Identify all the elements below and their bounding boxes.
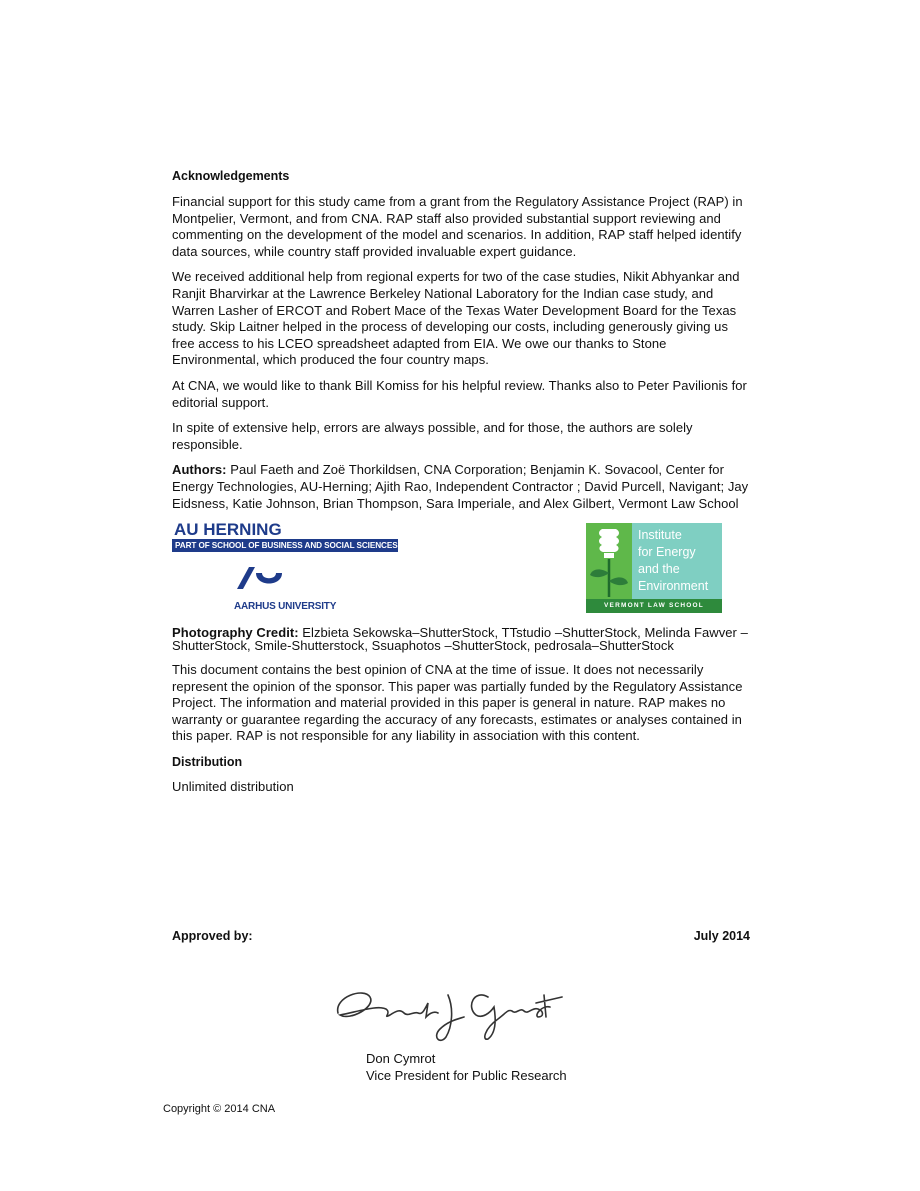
approval-date: July 2014 [693,929,750,943]
signature-icon [330,975,570,1047]
acknowledgements-paragraph: In spite of extensive help, errors are always possible, and for those, the authors are solely responsible. [172,420,693,452]
disclaimer-paragraph: This document contains the best opinion of CNA at the time of issue. It does not necessarily represent the opinion of the sponsor. This paper was partially funded by the Regulatory Assistance Project. The information and material provided in this paper is general in nature. RAP makes no warranty or guarantee regarding the accuracy of any forecasts, estimates or analyses contained in this paper. RAP is not responsible for any liability in association with this content. [172,662,743,744]
acknowledgements-paragraph: Financial support for this study came from a grant from the Regulatory Assistance Project (RAP) in Montpelier, Vermont, and from CNA. RAP staff also provided substantial support reviewing and commenting on the development of the model and scenarios. In addition, RAP staff helped identify data sources, while country staff provided invaluable expert guidance. [172,194,743,259]
vls-name-line: for Energy [638,545,696,560]
au-herning-title: AU HERNING [174,520,282,540]
au-herning-subtitle: PART OF SCHOOL OF BUSINESS AND SOCIAL SCIENCES [172,539,398,552]
authors-text: Paul Faeth and Zoë Thorkildsen, CNA Corporation; Benjamin K. Sovacool, Center for Energy Technologies, AU-Herning; Ajith Rao, Independent Contractor ; David Purcell, Navigant; Jay Eidsness, Katie Johnson, Brian Thompson, Sara Imperiale, and Alex Gilbert, Vermont Law School [172,462,749,511]
authors-label: Authors: [172,462,227,478]
acknowledgements-heading: Acknowledgements [172,169,290,183]
signer-title: Vice President for Public Research [366,1068,567,1083]
authors-paragraph [172,462,752,512]
photography-credit-label: Photography Credit: [172,625,299,641]
page-content [172,168,752,805]
approved-by-label: Approved by: [172,929,253,943]
au-herning-logo [172,521,404,613]
signer-name: Don Cymrot [366,1051,436,1066]
lightbulb-plant-icon [586,523,632,599]
vls-name-line: Environment [638,579,709,594]
vls-institute-name [638,527,720,595]
acknowledgements-paragraph: We received additional help from regional experts for two of the case studies, Nikit Abhyankar and Ranjit Bharvirkar at the Lawrence Berkeley National Laboratory for the Indian case study, and Warren Lasher of ERCOT and Robert Mace of the Texas Water Development Board for the Texas study. Skip Laitner helped in the process of developing our costs, including generously giving us free access to his LCEO spreadsheet adapted from EIA. We owe our thanks to Stone Environmental, which produced the four country maps. [172,269,740,368]
distribution-heading: Distribution [172,755,243,770]
photography-credit-text: Elzbieta Sekowska–ShutterStock, TTstudio –ShutterStock, Melinda Fawver –ShutterStock, Smile-Shutterstock, Ssuaphotos –ShutterStock, pedrosala–ShutterStock [172,625,748,653]
logos-row [172,521,752,621]
vls-name-line: Institute [638,528,682,543]
vermont-law-school-strip: VERMONT LAW SCHOOL [586,599,722,613]
vls-institute-logo [586,523,722,613]
acknowledgements-paragraph: At CNA, we would like to thank Bill Komiss for his helpful review. Thanks also to Peter Pavilionis for editorial support. [172,377,747,410]
signer-block [366,1050,567,1084]
aarhus-university-name: AARHUS UNIVERSITY [234,601,337,613]
distribution-text: Unlimited distribution [172,779,294,795]
vls-name-line: and the [638,562,680,577]
photography-credit [172,627,752,652]
aarhus-university-mark-icon [234,565,288,591]
copyright-notice: Copyright © 2014 CNA [163,1103,276,1115]
